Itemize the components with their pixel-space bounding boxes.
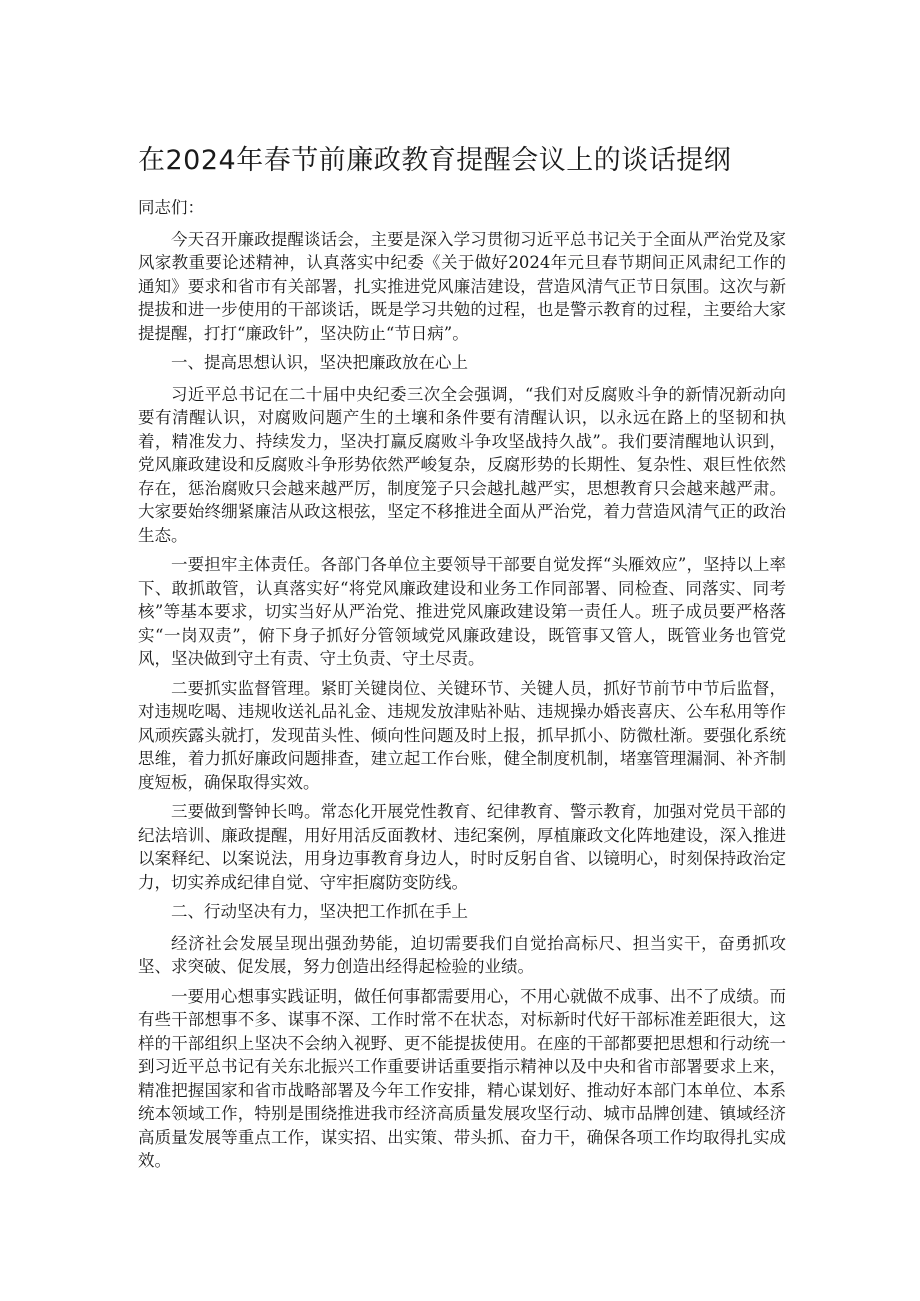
- section-heading-1: 一、提高思想认识，坚决把廉政放在心上: [171, 353, 468, 372]
- document-body: [138, 196, 786, 1179]
- paragraph-intro: 今天召开廉政提醒谈话会，主要是深入学习贯彻习近平总书记关于全面从严治党及家风家教重要论述精神，认真落实中纪委《关于做好2024年元旦春节期间正风肃纪工作的通知》要求和省市有关部署，扎实推进党风廉洁建设，营造风清气正节日氛围。这次与新提拔和进一步使用的干部谈话，既是学习共勉的过程，也是警示教育的过程，主要给大家提提醒，打打“廉政针”，坚决防止“节日病”。: [138, 229, 786, 343]
- paragraph: 三要做到警钟长鸣。常态化开展党性教育、纪律教育、警示教育，加强对党员干部的纪法培训、廉政提醒，用好用活反面教材、违纪案例，厚植廉政文化阵地建设，深入推进以案释纪、以案说法，用身边事教育身边人，时时反躬自省、以镜明心，时刻保持政治定力，切实养成纪律自觉、守牢拒腐防变防线。: [138, 802, 786, 892]
- document-title: 在2024年春节前廉政教育提醒会议上的谈话提纲: [138, 145, 732, 176]
- paragraph: 一要用心想事实践证明，做任何事都需要用心，不用心就做不成事、出不了成绩。而有些干部想事不多、谋事不深、工作时常不在状态，对标新时代好干部标准差距很大，这样的干部组织上坚决不会纳入视野、更不能提拔使用。在座的干部都要把思想和行动统一到习近平总书记有关东北振兴工作重要讲话重要指示精神以及中央和省市部署要求上来，精准把握国家和省市战略部署及今年工作安排，精心谋划好、推动好本部门本单位、本系统本领域工作，特别是围绕推进我市经济高质量发展攻坚行动、城市品牌创建、镇域经济高质量发展等重点工作，谋实招、出实策、带头抓、奋力干，确保各项工作均取得扎实成效。: [138, 986, 786, 1170]
- section-heading-2: 二、行动坚决有力，坚决把工作抓在手上: [171, 902, 468, 921]
- salutation: 同志们：: [138, 198, 204, 217]
- paragraph: 二要抓实监督管理。紧盯关键岗位、关键环节、关键人员，抓好节前节中节后监督，对违规吃喝、违规收送礼品礼金、违规发放津贴补贴、违规操办婚丧喜庆、公车私用等作风顽疾露头就打，发现苗头性、倾向性问题及时上报，抓早抓小、防微杜渐。要强化系统思维，着力抓好廉政问题排查，建立起工作台账，健全制度机制，堵塞管理漏洞、补齐制度短板，确保取得实效。: [138, 678, 786, 792]
- paragraph: 一要担牢主体责任。各部门各单位主要领导干部要自觉发挥“头雁效应”，坚持以上率下、敢抓敢管，认真落实好“将党风廉政建设和业务工作同部署、同检查、同落实、同考核”等基本要求，切实当好从严治党、推进党风廉政建设第一责任人。班子成员要严格落实“一岗双责”，俯下身子抓好分管领域党风廉政建设，既管事又管人，既管业务也管党风，坚决做到守土有责、守土负责、守土尽责。: [138, 555, 786, 668]
- paragraph: 经济社会发展呈现出强劲势能，迫切需要我们自觉抬高标尺、担当实干，奋勇抓攻坚、求突破、促发展，努力创造出经得起检验的业绩。: [138, 933, 786, 976]
- paragraph: 习近平总书记在二十届中央纪委三次全会强调，“我们对反腐败斗争的新情况新动向要有清醒认识，对腐败问题产生的土壤和条件要有清醒认识，以永远在路上的坚韧和执着，精准发力、持续发力，坚决打赢反腐败斗争攻坚战持久战”。我们要清醒地认识到，党风廉政建设和反腐败斗争形势依然严峻复杂，反腐形势的长期性、复杂性、艰巨性依然存在，惩治腐败只会越来越严厉，制度笼子只会越扎越严实，思想教育只会越来越严肃。大家要始终绷紧廉洁从政这根弦，坚定不移推进全面从严治党，着力营造风清气正的政治生态。: [138, 384, 786, 545]
